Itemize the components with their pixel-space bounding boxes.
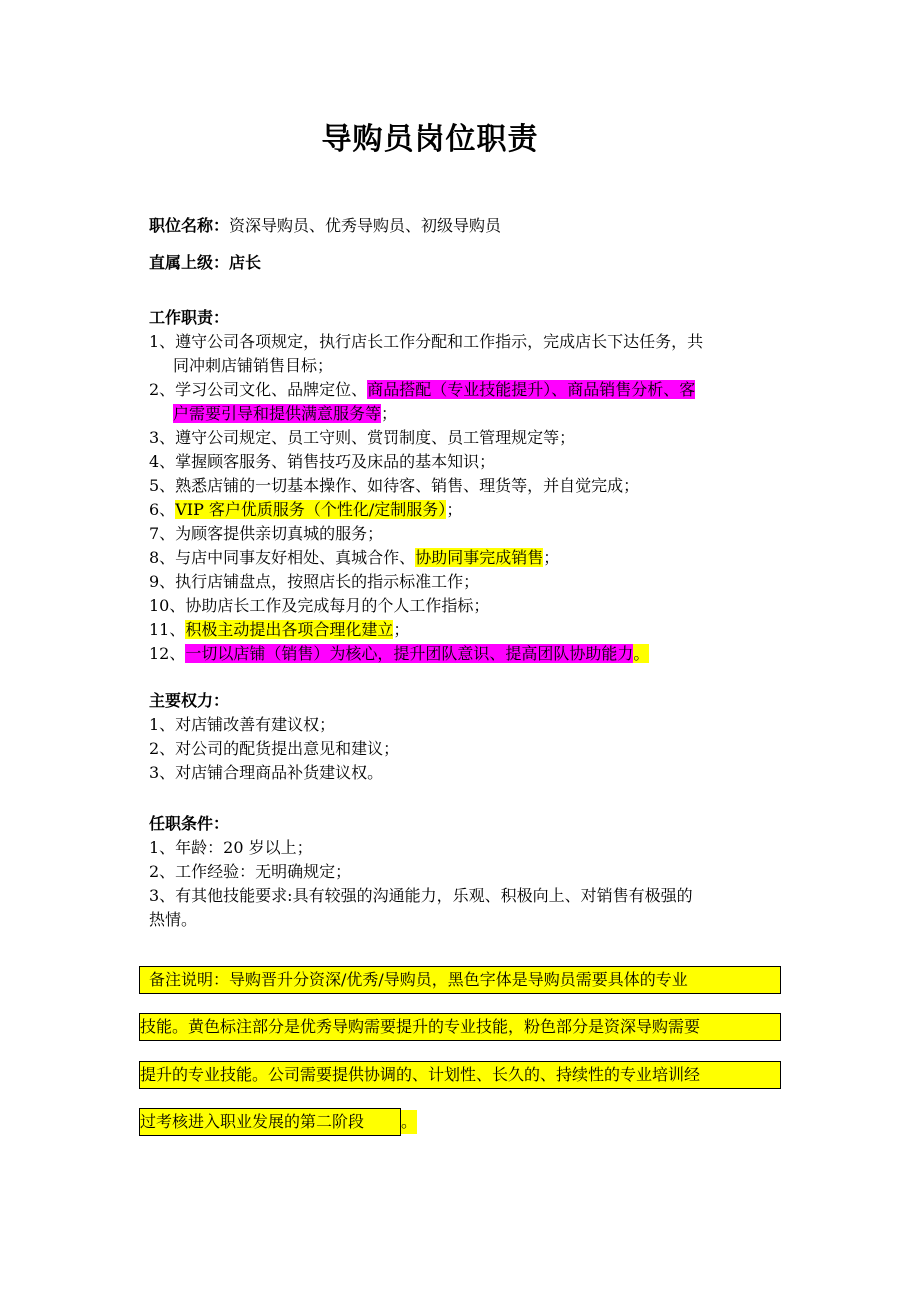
duty-item-7: 7、为顾客提供亲切真城的服务； [149, 524, 384, 543]
pink-highlight: 户需要引导和提供满意服务等 [173, 404, 382, 423]
duty-item-10: 10、协助店长工作及完成每月的个人工作指标； [149, 596, 490, 615]
duty-text: ； [543, 548, 560, 567]
yellow-highlight: VIP 客户优质服务（个性化/定制服务） [175, 500, 447, 519]
pink-highlight: 商品搭配（专业技能提升）、商品销售分析、客 [367, 380, 696, 399]
duty-text: 11、 [149, 620, 186, 639]
power-item-1: 1、对店铺改善有建议权； [149, 715, 336, 734]
duty-text: 6、 [149, 500, 176, 519]
note-line-4: 过考核进入职业发展的第二阶段 [139, 1108, 401, 1136]
superior-value: 店长 [229, 253, 262, 272]
duty-item-9: 9、执行店铺盘点，按照店长的指示标准工作； [149, 572, 480, 591]
note-line-1: 备注说明：导购晋升分资深/优秀/导购员，黑色字体是导购员需要具体的专业 [139, 966, 781, 994]
note-line-4-end: 。 [401, 1110, 417, 1134]
yellow-highlight: 协助同事完成销售 [415, 548, 544, 567]
position-value: 资深导购员、优秀导购员、初级导购员 [229, 216, 502, 235]
duty-item-5: 5、熟悉店铺的一切基本操作、如待客、销售、理货等，并自觉完成； [149, 476, 640, 495]
requirement-item-3: 3、有其他技能要求:具有较强的沟通能力，乐观、积极向上、对销售有极强的 [149, 886, 693, 905]
duty-item-11 [149, 618, 409, 642]
page-title: 导购员岗位职责 [321, 122, 539, 157]
power-item-2: 2、对公司的配货提出意见和建议； [149, 739, 400, 758]
duty-text: ； [446, 500, 463, 519]
requirement-item-2: 2、工作经验：无明确规定； [149, 862, 352, 881]
note-line-2: 技能。黄色标注部分是优秀导购需要提升的专业技能，粉色部分是资深导购需要 [139, 1013, 781, 1041]
power-item-3: 3、对店铺合理商品补货建议权。 [149, 763, 384, 782]
duty-item-1-cont: 同冲刺店铺销售目标； [173, 356, 334, 375]
duty-text: 8、与店中同事友好相处、真城合作、 [149, 548, 416, 567]
position-row [149, 214, 501, 238]
duty-text: ； [381, 404, 398, 423]
duties-heading: 工作职责： [149, 308, 230, 327]
yellow-highlight: 积极主动提出各项合理化建立 [185, 620, 394, 639]
duty-item-2 [149, 378, 695, 402]
superior-row [149, 251, 261, 275]
yellow-highlight: 。 [633, 644, 650, 663]
duty-text: ； [393, 620, 410, 639]
duty-text: 12、 [149, 644, 186, 663]
note-line-3: 提升的专业技能。公司需要提供协调的、计划性、长久的、持续性的专业培训经 [139, 1061, 781, 1089]
duty-item-3: 3、遵守公司规定、员工守则、赏罚制度、员工管理规定等； [149, 428, 576, 447]
duty-item-8 [149, 546, 559, 570]
superior-label: 直属上级： [149, 253, 230, 272]
requirement-item-3-cont: 热情。 [149, 910, 198, 929]
position-label: 职位名称： [149, 216, 230, 235]
requirement-item-1: 1、年龄：20 岁以上； [149, 838, 313, 857]
duty-item-4: 4、掌握顾客服务、销售技巧及床品的基本知识； [149, 452, 496, 471]
pink-highlight: 一切以店铺（销售）为核心，提升团队意识、提高团队协助能力 [185, 644, 634, 663]
duty-item-1: 1、遵守公司各项规定，执行店长工作分配和工作指示，完成店长下达任务，共 [149, 332, 704, 351]
duty-item-6 [149, 498, 462, 522]
requirements-heading: 任职条件： [149, 814, 230, 833]
powers-heading: 主要权力： [149, 691, 230, 710]
duty-text: 2、学习公司文化、品牌定位、 [149, 380, 368, 399]
duty-item-2-cont [173, 402, 397, 426]
duty-item-12 [149, 642, 649, 666]
